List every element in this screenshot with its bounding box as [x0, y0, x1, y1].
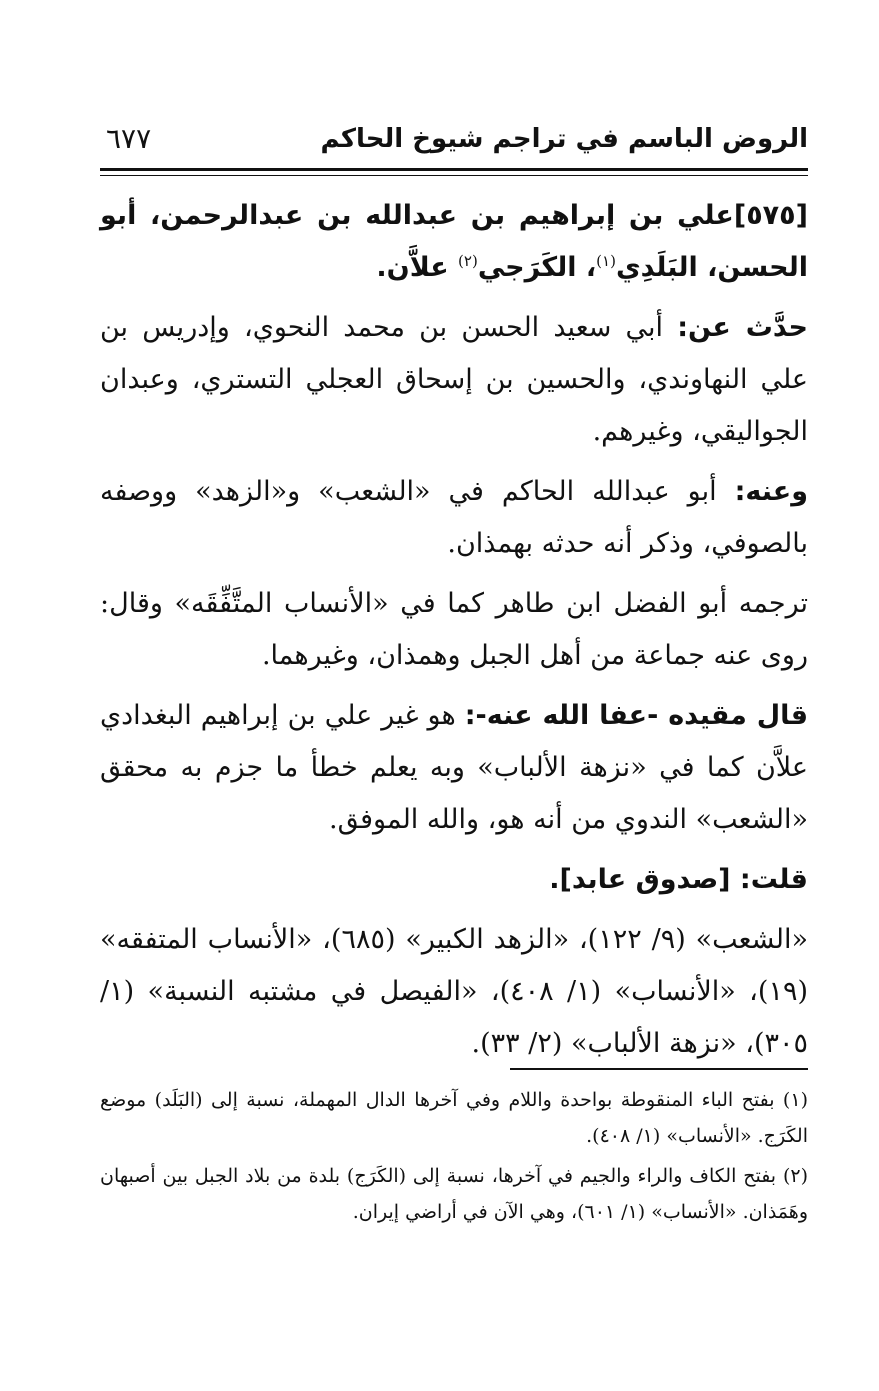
footnote-1: (١) بفتح الباء المنقوطة بواحدة واللام وفي آخرها الدال المهملة، نسبة إلى (البَلَد) موضع الكَرَج. «الأنساب» (١/ ٤٠٨). — [100, 1089, 808, 1147]
verdict-paragraph — [100, 854, 808, 906]
editor-note-text: هو غير علي بن إبراهيم البغدادي علاَّن كما في «نزهة الألباب» وبه يعلم خطأ ما جزم به محقق «الشعب» الندوي من أنه هو، والله الموفق. — [100, 700, 808, 835]
editor-note-paragraph — [100, 690, 808, 846]
footnote-2: (٢) بفتح الكاف والراء والجيم في آخرها، نسبة إلى (الكَرَج) بلدة من بلاد الجبل بين أصبهان وهَمَذان. «الأنساب» (١/ ٦٠١)، وهي الآن في أراضي إيران. — [100, 1165, 808, 1223]
main-text — [100, 190, 808, 1078]
teachers-paragraph — [100, 302, 808, 458]
entry-name: علي بن إبراهيم بن عبدالله بن عبدالرحمن، أبو الحسن، البَلَدِي — [100, 200, 808, 283]
entry-number: [٥٧٥] — [733, 200, 808, 231]
students-text: أبو عبدالله الحاكم في «الشعب» و«الزهد» ووصفه بالصوفي، وذكر أنه حدثه بهمذان. — [100, 476, 808, 559]
teachers-label: حدَّث عن: — [677, 312, 808, 343]
biography-paragraph — [100, 578, 808, 682]
students-paragraph — [100, 466, 808, 570]
page-number: ٦٧٧ — [106, 122, 152, 155]
header-rule-thin — [100, 175, 808, 176]
footnote-ref-2: (٢) — [458, 252, 478, 270]
entry-laqab: علاَّن. — [376, 252, 459, 283]
sources-text: «الشعب» (٩/ ١٢٢)، «الزهد الكبير» (٦٨٥)، «الأنساب المتفقه» (١٩)، «الأنساب» (١/ ٤٠٨)، «الفيصل في مشتبه النسبة» (١/ ٣٠٥)، «نزهة الألباب» (٢/ ٣٣). — [100, 924, 809, 1059]
footnotes — [100, 1082, 808, 1234]
footnote-ref-1: (١) — [596, 252, 616, 270]
editor-note-label: قال مقيده -عفا الله عنه-: — [464, 700, 809, 731]
entry-heading — [100, 190, 808, 294]
verdict-text: قلت: [صدوق عابد]. — [549, 864, 808, 895]
header-rule-thick — [100, 168, 808, 171]
running-header — [100, 118, 808, 162]
teachers-text: أبي سعيد الحسن بن محمد النحوي، وإدريس بن علي النهاوندي، والحسين بن إسحاق العجلي التستري، وعبدان الجواليقي، وغيرهم. — [100, 312, 808, 447]
book-title: الروض الباسم في تراجم شيوخ الحاكم — [320, 124, 808, 154]
biography-text: ترجمه أبو الفضل ابن طاهر كما في «الأنساب المتَّفِّقَه» وقال: روى عنه جماعة من أهل الجبل وهمذان، وغيرهما. — [100, 588, 808, 671]
sources-paragraph — [100, 914, 808, 1070]
entry-nisba: ، الكَرَجي — [477, 252, 597, 283]
students-label: وعنه: — [734, 476, 808, 507]
footnote-separator — [510, 1068, 808, 1070]
